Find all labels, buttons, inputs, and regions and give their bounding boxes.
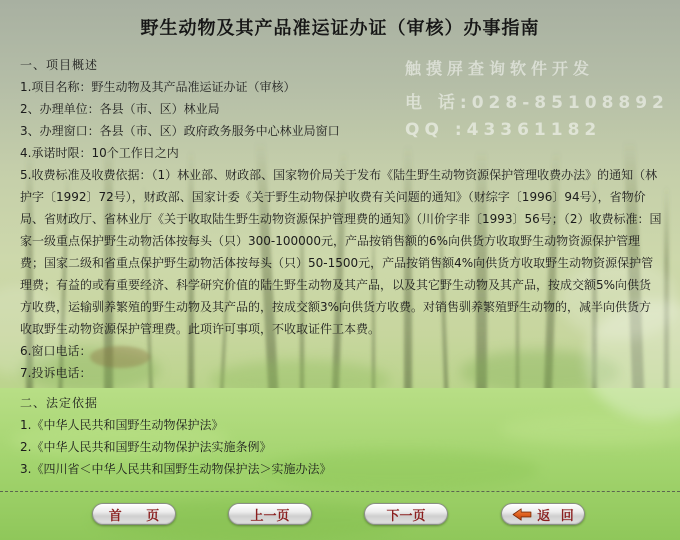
- watermark-line1: 触摸屏查询软件开发: [405, 59, 595, 78]
- home-button[interactable]: [92, 503, 176, 525]
- legal-item-1: 1.《中华人民共和国野生动物保护法》: [20, 418, 224, 432]
- watermark-line2: 电 话:028-85108892: [405, 93, 669, 113]
- back-button[interactable]: [501, 503, 585, 525]
- home-button-label: 首 页: [108, 508, 160, 524]
- previous-page-button-label: 上一页: [250, 508, 290, 524]
- next-page-button[interactable]: [364, 503, 448, 525]
- legal-item-3: 3.《四川省＜中华人民共和国野生动物保护法＞实施办法》: [20, 462, 332, 476]
- watermark-line3: QQ :43361182: [405, 120, 602, 140]
- item-complaint-phone: 7.投诉电话：: [20, 366, 92, 380]
- item-service-window: 3、办理窗口：各县（市、区）政府政务服务中心林业局窗口: [20, 124, 340, 138]
- back-arrow-icon: [512, 508, 532, 521]
- item-fee-standard: 5.收费标准及收费依据：（1）林业部、财政部、国家物价局关于发布《陆生野生动物资源保护管理收费办法》的通知（林护字〔1992〕72号），财政部、国家计委《关于野生动物保护收费有关问题的通知》（财综字〔1996〕94号），省物价局、省财政厅、省林业厅《关于收取陆生野生动物资源保护管理费的通知》（川价字非〔1993〕56号；（2）收费标准：国家一级重点保护野生动物活体按每头（只）300-100000元，产品按销售额的6%向供货方收取野生动物资源保护管理费；国家二级和省重点保护野生动物活体按每头（只）50-1500元，产品按销售额4%向供货方收取野生动物资源保护管理费；有益的或有重要经济、科学研究价值的陆生野生动物及其产品，以及其它野生动物及其产品，按成交额5%向供货方收费，运输驯养繁殖的野生动物及其产品的，按成交额3%向供货方收费。对销售驯养繁殖野生动物的，减半向供货方收取野生动物资源保护管理费。此项许可事项，不收取证件工本费。: [20, 168, 662, 336]
- dashed-divider: [0, 491, 680, 492]
- item-time-limit: 4.承诺时限：10个工作日之内: [20, 146, 179, 160]
- next-page-button-label: 下一页: [386, 508, 426, 524]
- item-window-phone: 6.窗口电话：: [20, 344, 92, 358]
- page-title: 野生动物及其产品准运证办证（审核）办事指南: [140, 18, 540, 39]
- back-button-label: 返 回: [537, 508, 574, 524]
- section2-heading: 二、法定依据: [20, 396, 99, 410]
- item-project-name: 1.项目名称：野生动物及其产品准运证办证（审核）: [20, 80, 296, 94]
- previous-page-button[interactable]: [228, 503, 312, 525]
- item-handling-unit: 2、办理单位：各县（市、区）林业局: [20, 102, 220, 116]
- guide-content: [20, 54, 662, 480]
- section1-heading: 一、项目概述: [20, 58, 99, 72]
- legal-item-2: 2.《中华人民共和国野生动物保护法实施条例》: [20, 440, 272, 454]
